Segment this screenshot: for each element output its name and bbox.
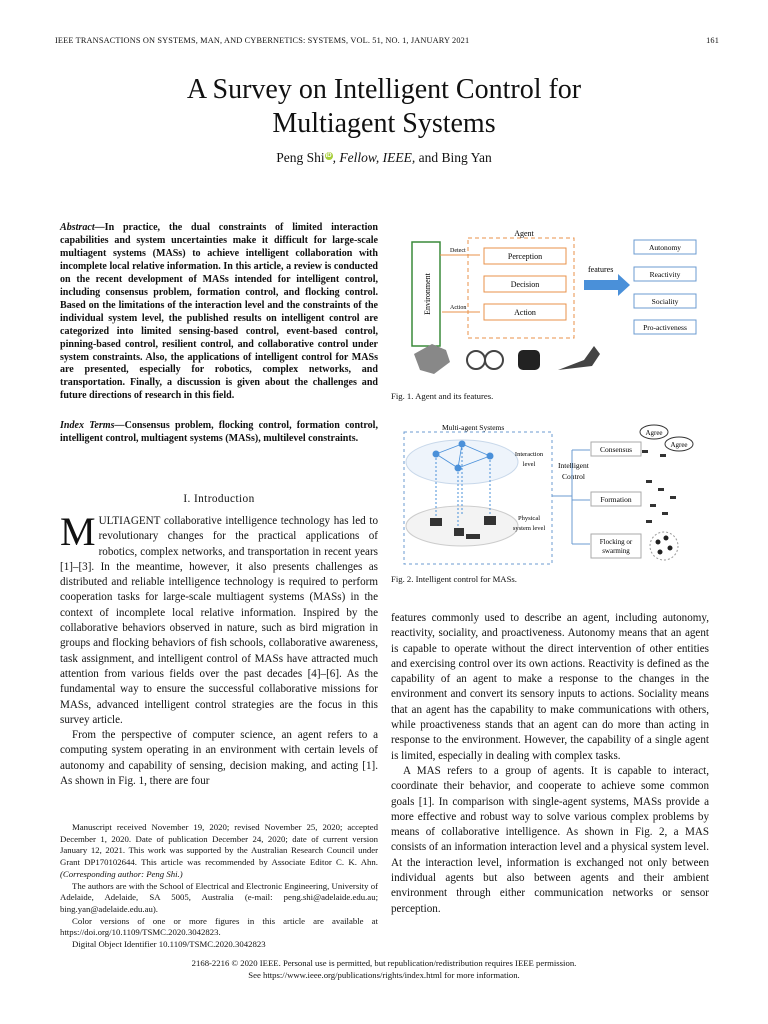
map-image [414,344,450,374]
author-role: , Fellow, IEEE, [332,150,416,165]
features-arrow [584,274,630,296]
features-label: features [588,265,614,274]
intro-paragraph-3: features commonly used to describe an agent, including autonomy, reactivity, sociality, and proactiveness. Autonomy means that an agent is capable to operate without the direct intervention of other entities and exercising control over its own actions. Reactivity is defined as the capability of an agent to make a response to the changes in the environment and convert its sensory inputs to actions. Sociality means that an agent has the capability to make communications with others, while proactiveness stands that an agent can do more than acting in response to the environment. However, the capability of a single agent is limited, especially in dealing with complex tasks. [391,612,709,762]
swarming-label: swarming [602,547,630,555]
paper-title [0,73,768,141]
formation-agents [642,450,676,523]
footnote-doi: Digital Object Identifier 10.1109/TSMC.2020.3042823 [72,939,266,950]
intro-paragraph-4: A MAS refers to a group of agents. It is capable to interact, coordinate their behavior, and cooperate to achieve some common goals [1]. In comparison with single-agent systems, MASs provide a more effective and robust way to solve various complex problems by means of collaborative intelligence. As shown in Fig. 2, a MAS consists of an information interaction level and a physical system level. At the interaction level, information is exchanged not only between individual agents but also between agents and their ambient environment through either communication networks or sensor perception. [391,764,709,915]
abstract-label: Abstract— [60,222,105,233]
consensus-label: Consensus [599,445,633,454]
perception-label: Perception [507,252,543,261]
section-heading: I. Introduction [183,493,255,505]
figure-2-mas-diagram [402,420,708,568]
footnote-corresponding: (Corresponding author: Peng Shi.) [60,868,183,879]
agent-label: Agent [514,229,534,238]
decision-label: Decision [510,280,540,289]
title-line-1: A Survey on Intelligent Control for [186,74,582,105]
agree-label-1: Agree [645,429,663,437]
physical-label: Physical [517,515,541,522]
feature-reactivity: Reactivity [649,270,681,279]
copyright-notice [0,958,768,981]
flock-circle [650,532,678,560]
feature-autonomy: Autonomy [648,243,682,252]
drop-cap: M [60,509,96,554]
detect-label: Detect [450,248,466,254]
footnote-manuscript: Manuscript received November 19, 2020; revised November 25, 2020; accepted December 1, 2020. Date of publication December 24, 2020; date of current version January 12, 2021. This work was supported by the Australian Research Council under Grant DP170102644. This article was recommended by Associate Editor C. K. Ahn. [60,822,378,868]
drone-image [467,351,485,369]
author-name: Peng Shi [276,150,325,165]
copyright-line-1: 2168-2216 © 2020 IEEE. Personal use is permitted, but republication/redistribution requires IEEE permission. [191,958,577,968]
intelligent-label: Intelligent [558,461,589,470]
flock-agents [656,536,673,555]
copyright-line-2: See https://www.ieee.org/publications/rights/index.html for more information. [248,969,520,980]
formation-label: Formation [600,495,632,504]
title-line-2: Multiagent Systems [272,108,496,139]
author-line [0,150,768,166]
interaction-level-label: level [522,461,536,468]
mas-label: Multi-agent Systems [442,423,505,432]
abstract-text: In practice, the dual constraints of limited interaction capabilities and system uncertainties make it difficult for large-scale multiagent systems (MASs) to achieve intelligent collaboration with incomplete local relative information. In this article, a review is conducted on the recent development of MASs intended for intelligent control, including consensus problem, formation control, and flocking control. Based on the limitations of the interaction level and the constraints of the individual system level, the published results on intelligent control are categorized into limited sensing-based control, event-based control, pinning-based control, resilient control, and collaborative control under system constraints. Also, the applications of intelligent control for MASs are presented, especially for robotics, complex networks, and transportation. Finally, a discussion is given about the challenges and future directions of research in this field. [60,222,378,402]
system-level-label: system level [512,525,546,532]
author-name-2: and Bing Yan [415,150,492,165]
orcid-icon[interactable]: iD [325,152,332,159]
action-small-label: Action [450,305,467,311]
intro-paragraph-1: ULTIAGENT collaborative intelligence technology has led to revolutionary changes for the practical applications of robotics, complex networks, and transportation in recent years [1]–[3]. In the meantime, however, it also presents challenges as distributed and reliable intelligence technology is required to perform cooperation tasks for large-scale multiagent systems (MASs) in the context of incomplete local relative information. Inspired by the collaborative behaviors observed in nature, such as bird migration in groups and flocking behaviors of fish schools, collaborative awareness, task assignment, and intelligent control of MASs have attracted much attention from various fields over the past decades [4]–[6]. As the fundamental way to ensure the successful collaborative missions for MASs, advanced intelligent control strategies are the focus in this survey article. [60,515,378,726]
agree-label-2: Agree [670,441,688,449]
figure-1-caption: Fig. 1. Agent and its features. [391,391,494,401]
index-terms-text: Consensus problem, flocking control, formation control, intelligent control, multiagent systems (MASs), multilevel constraints. [60,420,378,444]
intro-left-column [60,509,378,789]
interaction-label: Interaction [514,451,544,458]
drone-image [485,351,503,369]
page-number: 161 [706,36,719,45]
figure-1-agent-diagram [408,222,708,380]
feature-list [634,240,696,334]
feature-pro-activeness: Pro-activeness [643,323,687,332]
figure-2-caption: Fig. 2. Intelligent control for MASs. [391,574,517,584]
index-terms [60,420,378,446]
action-label: Action [514,308,536,317]
control-label: Control [562,472,585,481]
robot-images [414,344,600,374]
index-terms-label: Index Terms— [60,420,125,431]
intro-paragraph-2: From the perspective of computer science, an agent refers to a computing system operating in an environment with certain levels of autonomy and capability of sensing, decision making, and acting [1]. As shown in Fig. 1, there are four [60,729,378,788]
footnote [60,822,378,951]
boat-image [558,346,600,370]
journal-header: IEEE TRANSACTIONS ON SYSTEMS, MAN, AND CYBERNETICS: SYSTEMS, VOL. 51, NO. 1, JANUARY 2021 [55,36,470,45]
footnote-affiliation: The authors are with the School of Electrical and Electronic Engineering, University of Adelaide, Adelaide, SA 5005, Australia (e-mail: peng.shi@adelaide.edu.au; bing.yan@adelaide.edu.au). [60,880,378,914]
ground-robot-image [518,350,540,370]
flocking-label: Flocking or [599,538,633,546]
abstract [60,222,378,403]
feature-sociality: Sociality [651,297,679,306]
footnote-color-versions: Color versions of one or more figures in this article are available at https://doi.org/10.1109/TSMC.2020.3042823. [60,915,378,938]
intro-right-column [391,611,709,917]
environment-label: Environment [423,273,432,315]
